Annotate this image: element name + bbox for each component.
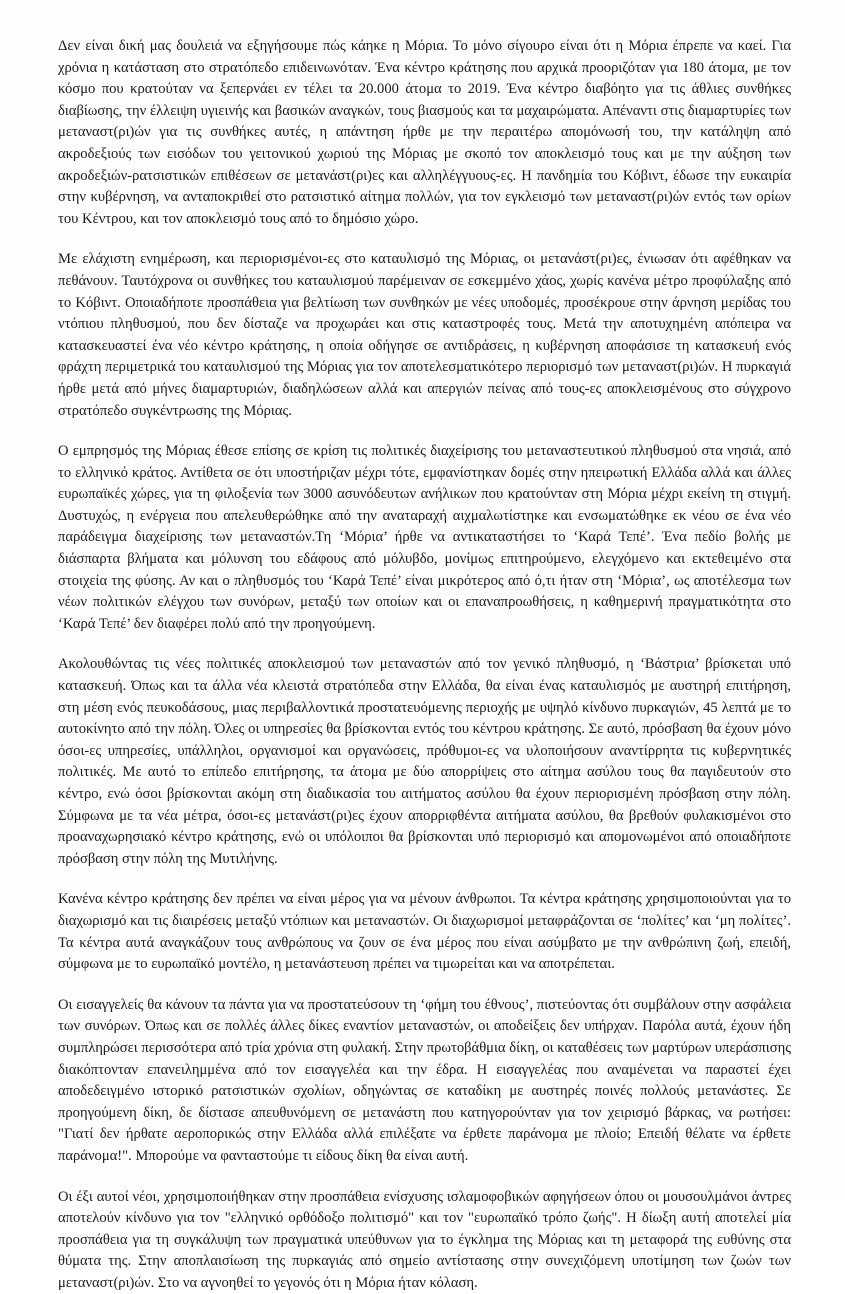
paragraph-3: Ο εμπρησμός της Μόριας έθεσε επίσης σε κρίση τις πολιτικές διαχείρισης του μεταναστευτικού πληθυσμού στα νησιά, από το ελληνικό κράτος. Αντίθετα σε ότι υποστήριζαν μέχρι τότε, εμφανίστηκαν δομές στην ηπειρωτική Ελλάδα αλλά και άλλες ευρωπαϊκές χώρες, για τη φιλοξενία των 3000 ασυνόδευτων ανήλικων που κρατούνταν στη Μόρια μέχρι εκείνη τη στιγμή. Δυστυχώς, η ενέργεια που απελευθερώθηκε από την αναταραχή αιχμαλωτίστηκε και ενσωματώθηκε εκ νέου σε ένα νέο παράδειγμα διαχείρισης των μεταναστών.Τη ‘Μόρια’ ήρθε να αντικαταστήσει το ‘Καρά Τεπέ’. Ένα πεδίο βολής με διάσπαρτα βλήματα και μόλυνση του εδάφους από μόλυβδο, μονίμως επιτηρούμενο, ελεγχόμενο και εκτεθειμένο στα στοιχεία της φύσης. Αν και ο πληθυσμός του ‘Καρά Τεπέ’ είναι μικρότερος από ό,τι ήταν στη ‘Μόρια’, ως αποτέλεσμα των νέων πολιτικών ελέγχου των συνόρων, μεταξύ των οποίων και οι επαναπροωθήσεις, η καθημερινή πραγματικότητα στο ‘Καρά Τεπέ’ δεν διαφέρει πολύ από την προηγούμενη. — [58, 441, 791, 635]
paragraph-7: Οι έξι αυτοί νέοι, χρησιμοποιήθηκαν στην προσπάθεια ενίσχυσης ισλαμοφοβικών αφηγήσεων όπου οι μουσουλμάνοι άντρες αποτελούν κίνδυνο για τον "ελληνικό ορθόδοξο πολιτισμό" και τον "ευρωπαϊκό τρόπο ζωής". Η δίωξη αυτή αποτελεί μία προσπάθεια για τη συγκάλυψη των πραγματικά υπεύθυνων για το έγκλημα της Μόριας και τη μεταφορά της ευθύνης στα θύματα της. Στην αποπλαισίωση της πυρκαγιάς από σημείο αντίστασης στην συνεχιζόμενη υποτίμηση των ζωών των μεταναστ(ρι)ών. Στο να αγνοηθεί το γεγονός ότι η Μόρια ήταν κόλαση. — [58, 1187, 791, 1294]
paragraph-5: Κανένα κέντρο κράτησης δεν πρέπει να είναι μέρος για να μένουν άνθρωποι. Τα κέντρα κράτησης χρησιμοποιούνται για το διαχωρισμό και τις διαιρέσεις μεταξύ ντόπιων και μεταναστών. Οι διαχωρισμοί μεταφράζονται σε ‘πολίτες’ και ‘μη πολίτες’. Τα κέντρα αυτά αναγκάζουν τους ανθρώπους να ζουν σε ένα μέρος που είναι ασύμβατο με την ανθρώπινη ζωή, επειδή, σύμφωνα με το ευρωπαϊκό μοντέλο, η μετανάστευση πρέπει να τιμωρείται και να αποτρέπεται. — [58, 889, 791, 975]
paragraph-6: Οι εισαγγελείς θα κάνουν τα πάντα για να προστατεύσουν τη ‘φήμη του έθνους’, πιστεύοντας ότι συμβάλουν στην ασφάλεια των συνόρων. Όπως και σε πολλές άλλες δίκες εναντίον μεταναστών, οι αποδείξεις δεν υπήρχαν. Παρόλα αυτά, έχουν ήδη συμπληρώσει περισσότερα από τρία χρόνια στη φυλακή. Στην πρωτοβάθμια δίκη, οι καταθέσεις των μαρτύρων υπεράσπισης διακόπτονταν επανειλημμένα από τον εισαγγελέα και την έδρα. Η εισαγγελέας που αναμένεται να παραστεί έχει αποδεδειγμένο ιστορικό ρατσιστικών σχολίων, οδηγώντας σε καταδίκη με αυστηρές ποινές πολλούς μετανάστες. Σε προηγούμενη δίκη, δε δίστασε απευθυνόμενη σε μετανάστη που κατηγορούνταν για τον χειρισμό βάρκας, να ρωτήσει: "Γιατί δεν ήρθατε αεροπορικώς στην Ελλάδα αλλά επιλέξατε να έρθετε παράνομα με πλοίο; Επειδή θέλατε να έρθετε παράνομα!". Μπορούμε να φανταστούμε τι είδους δίκη θα είναι αυτή. — [58, 995, 791, 1168]
paragraph-2: Με ελάχιστη ενημέρωση, και περιορισμένοι-ες στο καταυλισμό της Μόριας, οι μετανάστ(ρι)ες, ένιωσαν ότι αφέθηκαν να πεθάνουν. Ταυτόχρονα οι συνθήκες του καταυλισμού παρέμειναν σε εσκεμμένο χάος, χωρίς κανένα μέτρο προφύλαξης από το Κόβιντ. Οποιαδήποτε προσπάθεια για βελτίωση των συνθηκών με νέες υποδομές, προσέκρουε στην άρνηση μερίδας του ντόπιου πληθυσμού, που δεν δίσταζε να προχωράει και στις καταστροφές τους. Μετά την αποτυχημένη απόπειρα να κατασκευαστεί ένα νέο κέντρο κράτησης, η οποία οδήγησε σε αντιδράσεις, η κυβέρνηση αποφάσισε τη κατασκευή ενός φράχτη περιμετρικά του καταυλισμού της Μόριας για τον αποτελεσματικότερο περιορισμό των μεταναστ(ρι)ών. Η πυρκαγιά ήρθε μετά από μήνες διαμαρτυριών, διαδηλώσεων αλλά και απεργιών πείνας από τους-ες αποκλεισμένους στο σύγχρονο στρατόπεδο συγκέντρωσης της Μόριας. — [58, 249, 791, 422]
paragraph-4: Ακολουθώντας τις νέες πολιτικές αποκλεισμού των μεταναστών από τον γενικό πληθυσμό, η ‘Βάστρια’ βρίσκεται υπό κατασκευή. Όπως και τα άλλα νέα κλειστά στρατόπεδα στην Ελλάδα, θα είναι ένας καταυλισμός με αυστηρή επιτήρηση, στη μέση ενός πευκοδάσους, μιας περιβαλλοντικά προστατευόμενης περιοχής με υψηλό κίνδυνο πυρκαγιών, 45 λεπτά με το αυτοκίνητο από την πόλη. Όλες οι υπηρεσίες θα βρίσκονται εντός του κέντρου κράτησης. Σε αυτό, πρόσβαση θα έχουν μόνο όσοι-ες υπηρεσίες, υπάλληλοι, οργανισμοί και οργανώσεις, πρόθυμοι-ες να υλοποιήσουν αναντίρρητα τις κυβερνητικές πολιτικές. Με αυτό το επίπεδο επιτήρησης, τα άτομα με δύο απορρίψεις στο αίτημα ασύλου τους θα παγιδευτούν στο κέντρο, ενώ όσοι βρίσκονται ακόμη στη διαδικασία του αιτήματος ασύλου θα έχουν περιορισμένη πρόσβαση στην πόλη. Σύμφωνα με τα νέα μέτρα, όσοι-ες μετανάστ(ρι)ες έχουν απορριφθέντα αιτήματα ασύλου, θα βρεθούν φυλακισμένοι στο προαναχωρησιακό κέντρο κράτησης, ενώ οι υπόλοιποι θα βρίσκονται υπό περιορισμό και απομονωμένοι από οποιαδήποτε πρόσβαση στην πόλη της Μυτιλήνης. — [58, 654, 791, 870]
paragraph-1: Δεν είναι δική μας δουλειά να εξηγήσουμε πώς κάηκε η Μόρια. Το μόνο σίγουρο είναι ότι η Μόρια έπρεπε να καεί. Για χρόνια η κατάσταση στο στρατόπεδο επιδεινωνόταν. Ένα κέντρο κράτησης που αρχικά προοριζόταν για 180 άτομα, με τον κόσμο που κρατούταν να ξεπερνάει εν τέλει τα 20.000 άτομα το 2019. Ένα κέντρο διαβόητο για τις άθλιες συνθήκες διαβίωσης, την έλλειψη υγιεινής και βασικών αναγκών, τους βιασμούς και τα μαχαιρώματα. Απέναντι στις διαμαρτυρίες των μεταναστ(ρι)ών για τις συνθήκες αυτές, η απάντηση ήρθε με την περαιτέρω απομόνωσή του, την κατάληψη από ακροδεξιούς των εισόδων του γειτονικού χωριού της Μόριας με σκοπό τον αποκλεισμό τους και με την αύξηση των ακροδεξιών-ρατσιστικών επιθέσεων σε μετανάστ(ρι)ες και αλληλέγγυους-ες. Η πανδημία του Κόβιντ, έδωσε την ευκαιρία στην κυβέρνηση, να ανταποκριθεί στο ρατσιστικό αίτημα πολλών, για τον εγκλεισμό των μεταναστ(ρι)ών εντός των ορίων του Κέντρου, και τον αποκλεισμό τους από το δημόσιο χώρο. — [58, 36, 791, 230]
